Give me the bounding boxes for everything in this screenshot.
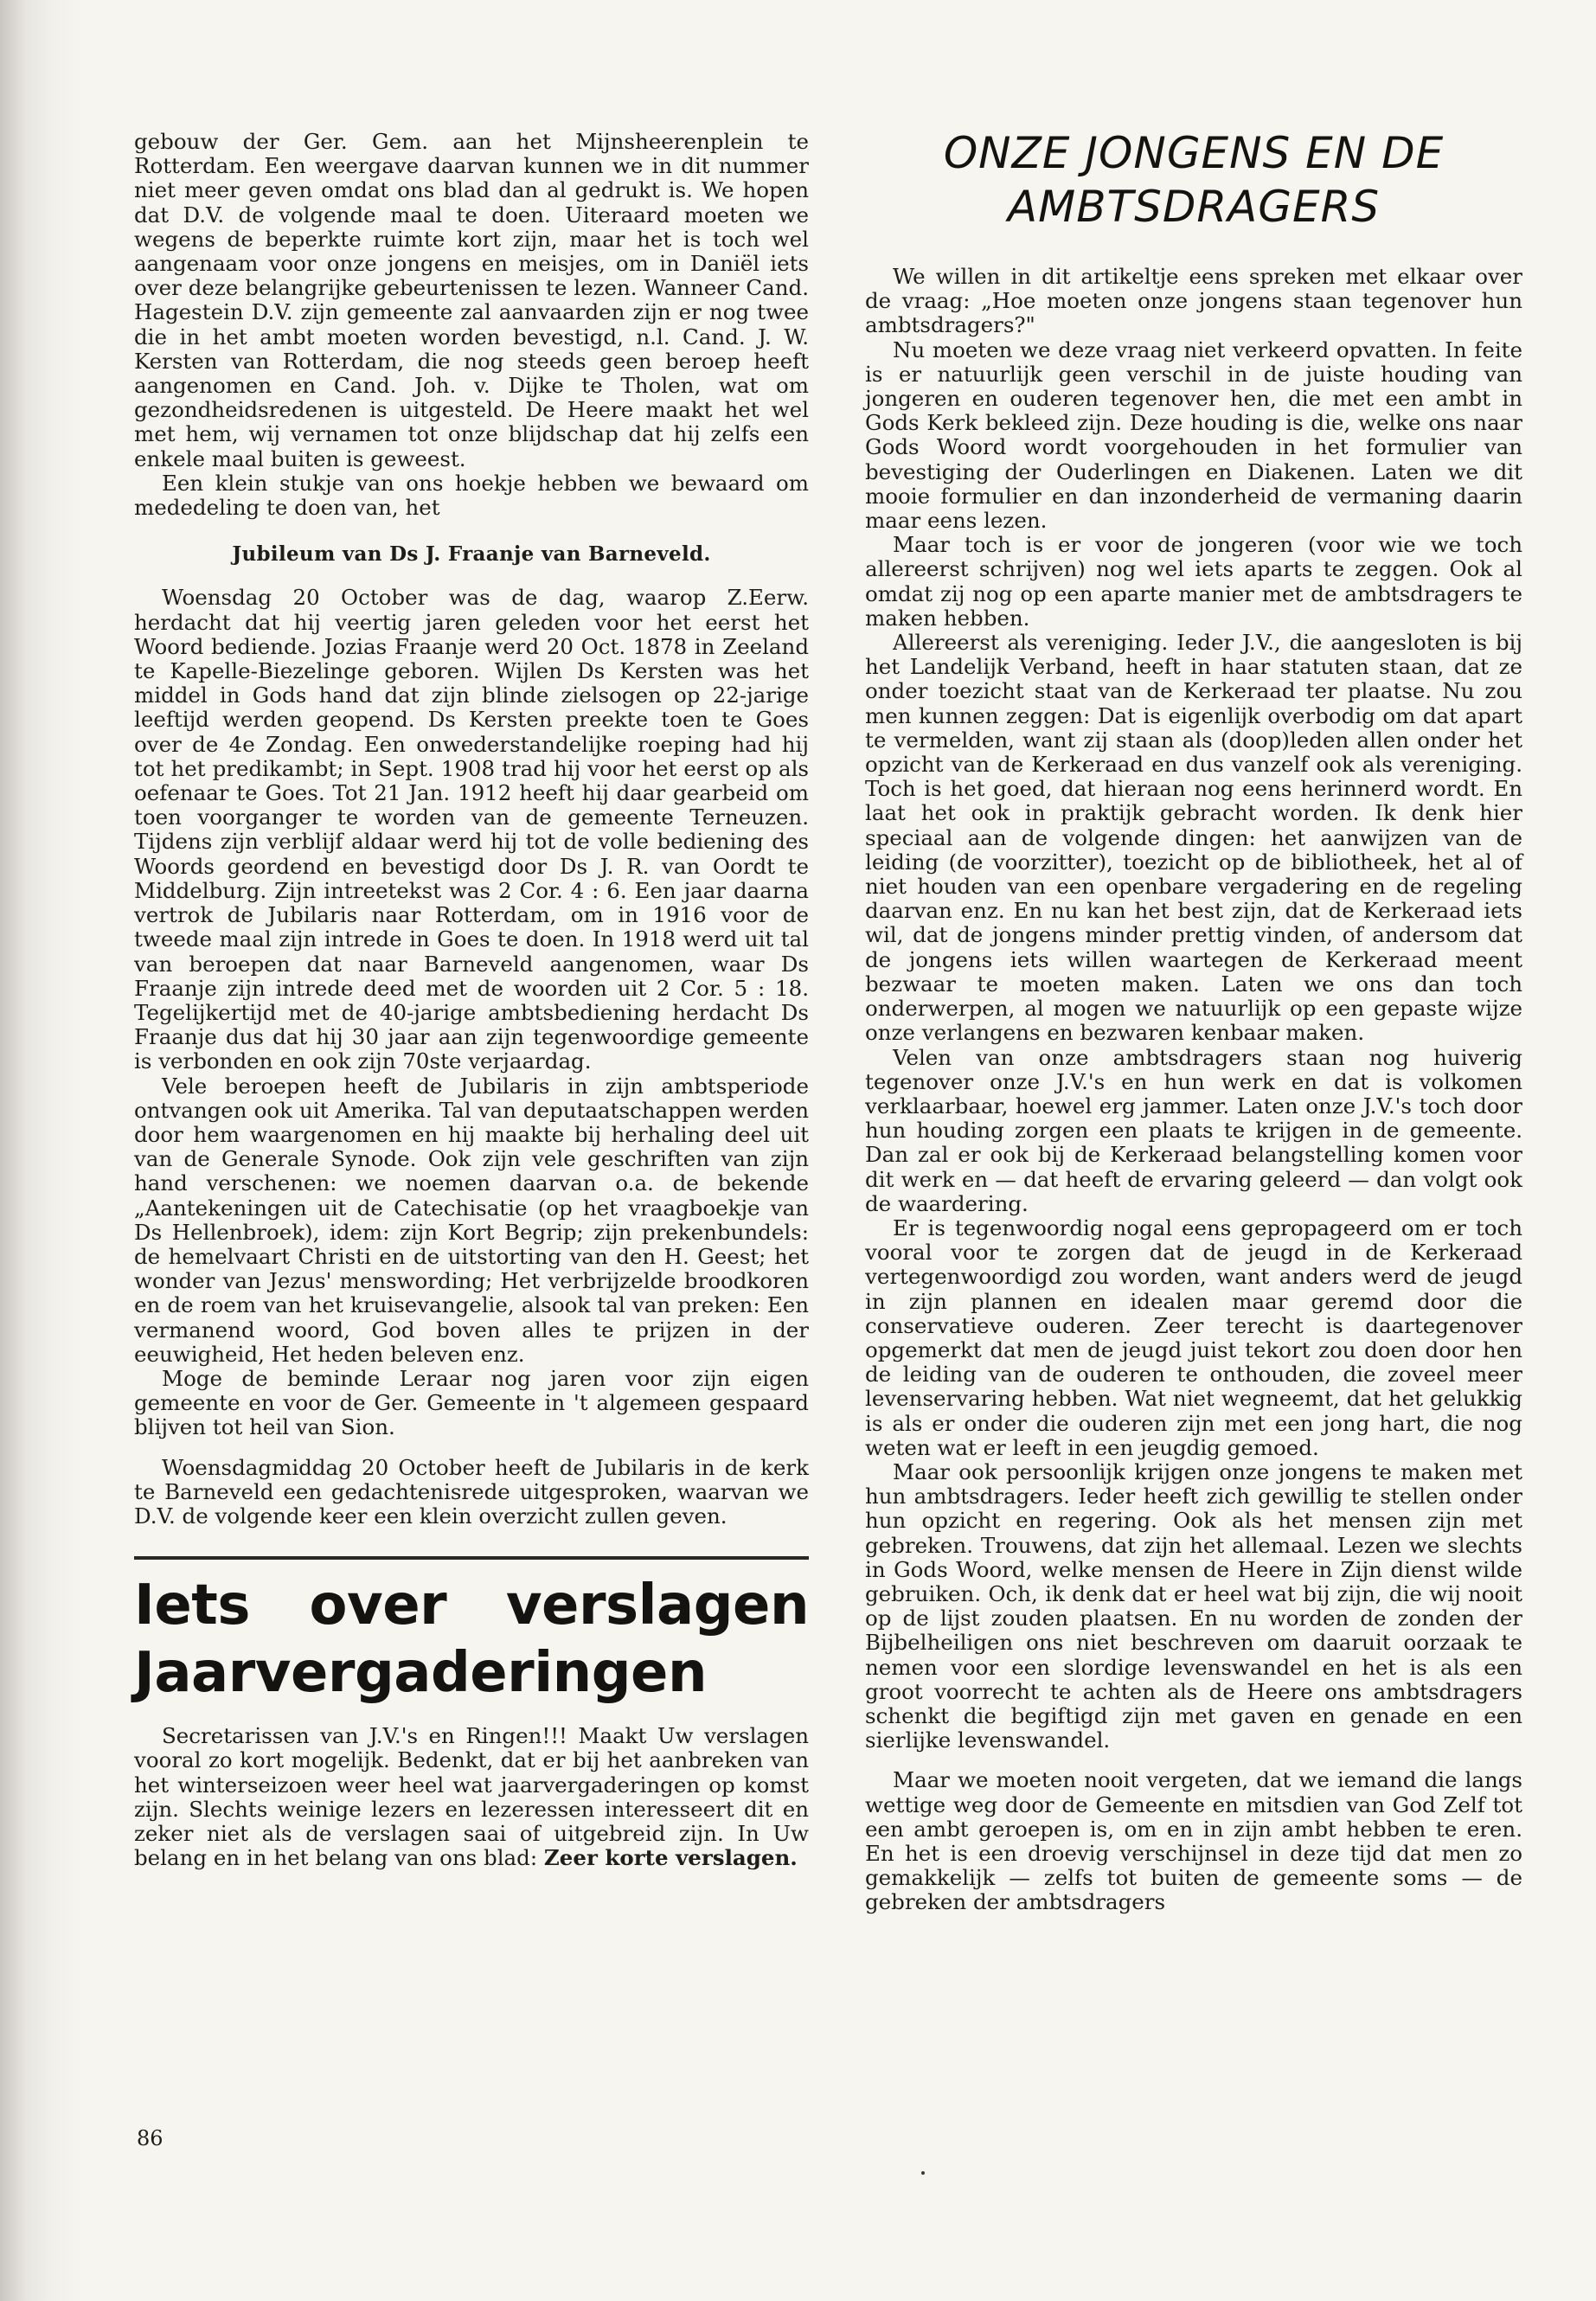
left-column xyxy=(134,130,809,1870)
article-paragraph-1: We willen in dit artikeltje eens spreken met elkaar over de vraag: „Hoe moeten onze jongens staan tegenover hun ambtsdragers?" xyxy=(865,264,1522,338)
section-title: Iets over verslagen Jaarvergaderingen xyxy=(134,1574,809,1706)
article-paragraph-5: Velen van onze ambtsdragers staan nog huiverig tegenover onze J.V.'s en hun werk en dat is volkomen verklaarbaar, hoewel erg jammer. Laten onze J.V.'s toch door hun houding zorgen een plaats te krijgen in de gemeente. Dan zal er ook bij de Kerkeraad belangstelling komen voor dit werk en — dat heeft de ervaring geleerd — dan volgt ook de waardering. xyxy=(865,1044,1522,1216)
intro-paragraph-1: gebouw der Ger. Gem. aan het Mijnsheerenplein te Rotterdam. Een weergave daarvan kunnen we in dit nummer niet meer geven omdat ons blad dan al gedrukt is. We hopen dat D.V. de volgende maal te doen. Uiteraard moeten we wegens de beperkte ruimte kort zijn, maar het is toch wel aangenaam voor onze jongens en meisjes, om in Daniël iets over deze belangrijke gebeurtenissen te lezen. Wanneer Cand. Hagestein D.V. zijn gemeente zal aanvaarden zijn er nog twee die in het ambt moeten worden bevestigd, n.l. Cand. J. W. Kersten van Rotterdam, die nog steeds geen beroep heeft aangenomen en Cand. Joh. v. Dijke te Tholen, wat om gezondheidsredenen is uitgesteld. De Heere maakt het wel met hem, wij vernamen tot onze blijdschap dat hij zelfs een enkele maal buiten is geweest. xyxy=(134,129,809,471)
intro-paragraph-2: Een klein stukje van ons hoekje hebben we bewaard om mededeling te doen van, het xyxy=(134,470,809,521)
jubileum-paragraph-1: Woensdag 20 October was de dag, waarop Z.Eerw. herdacht dat hij veertig jaren geleden voor het eerst het Woord bediende. Jozias Fraanje werd 20 Oct. 1878 in Zeeland te Kapelle-Biezelinge geboren. Wijlen Ds Kersten was het middel in Gods hand dat zijn blinde zielsogen op 22-jarige leeftijd werden geopend. Ds Kersten preekte toen te Goes over de 4e Zondag. Een onwederstandelijke roeping had hij tot het predikambt; in Sept. 1908 trad hij voor het eerst op als oefenaar te Goes. Tot 21 Jan. 1912 heeft hij daar gearbeid om toen voorganger te worden van de gemeente Terneuzen. Tijdens zijn verblijf aldaar werd hij tot de volle bediening des Woords geordend en bevestigd door Ds J. R. van Oordt te Middelburg. Zijn intreetekst was 2 Cor. 4 : 6. Een jaar daarna vertrok de Jubilaris naar Rotterdam, om in 1916 voor de tweede maal zijn intrede in Goes te doen. In 1918 werd uit tal van beroepen dat naar Barneveld aangenomen, waar Ds Fraanje zijn intrede deed met de woorden uit 2 Cor. 5 : 18. Tegelijkertijd met de 40-jarige ambtsbediening herdacht Ds Fraanje dus dat hij 30 jaar aan zijn tegenwoordige gemeente is verbonden en ook zijn 70ste verjaardag. xyxy=(134,585,809,1074)
page-binding-shadow xyxy=(0,0,82,2301)
section-divider xyxy=(134,1556,809,1560)
right-column xyxy=(865,126,1522,1915)
paragraph-gap xyxy=(865,1753,1522,1768)
article-paragraph-7: Maar ook persoonlijk krijgen onze jongens te maken met hun ambtsdragers. Ieder heeft zich gewillig te stellen onder hun opzicht en regering. Ook als het mensen zijn met gebreken. Trouwens, dat zijn het allemaal. Lezen we slechts in Gods Woord, welke mensen de Heere in Zijn dienst wilde gebruiken. Och, ik denk dat er heel wat bij zijn, die wij nooit op de lijst zouden plaatsen. En nu worden de zonden der Bijbelheiligen ons niet beschreven om daaruit oorzaak te nemen voor een slordige levenswandel en het is als een groot voorrecht te achten als de Heere ons ambtsdragers schenkt die begiftigd zijn met gaven en genade en een sierlijke levenswandel. xyxy=(865,1458,1522,1753)
article-paragraph-3: Maar toch is er voor de jongeren (voor wie we toch allereerst schrijven) nog wel iets aparts te zeggen. Ook al omdat zij nog op een aparte manier met de ambtsdragers te maken hebben. xyxy=(865,532,1522,631)
jubileum-paragraph-2: Vele beroepen heeft de Jubilaris in zijn ambtsperiode ontvangen ook uit Amerika. Tal van deputaatschappen werden door hem waargenomen en hij maakte bij herhaling deel uit van de Generale Synode. Ook zijn vele geschriften van zijn hand verschenen: we noemen daarvan o.a. de bekende „Aantekeningen uit de Catechisatie (op het vraagboekje van Ds Hellenbroek), idem: zijn Kort Begrip; zijn prekenbundels: de hemelvaart Christi en de uitstorting van den H. Geest; het wonder van Jezus' menswording; Het verbrijzelde broodkoren en de roem van het kruisevangelie, alsook tal van preken: Een vermanend woord, God boven alles te prijzen in der eeuwigheid, Het heden beleven enz. xyxy=(134,1073,809,1367)
article-title: ONZE JONGENS EN DE AMBTSDRAGERS xyxy=(943,128,1445,232)
article-paragraph-4: Allereerst als vereniging. Ieder J.V., die aangesloten is bij het Landelijk Verband, heeft in haar statuten staan, dat ze onder toezicht staat van de Kerkeraad ter plaatse. Nu zou men kunnen zeggen: Dat is eigenlijk overbodig om dat apart te vermelden, want zij staan als (doop)leden allen onder het opzicht van de Kerkeraad en dus vanzelf ook als vereniging. Toch is het goed, dat hieraan nog eens herinnerd wordt. En laat het ook in praktijk gebracht worden. Ik denk hier speciaal aan de volgende dingen: het aanwijzen van de leiding (de voorzitter), toezicht op de bibliotheek, het al of niet houden van een openbare vergadering en de regeling daarvan enz. En nu kan het best zijn, dat de Kerkeraad iets wil, dat de jongens minder prettig vinden, of andersom dat de jongens iets willen waartegen de Kerkeraad meent bezwaar te moeten maken. Laten we ons dan toch onderwerpen, al mogen we natuurlijk op een gepaste wijze onze verlangens en bezwaren kenbaar maken. xyxy=(865,630,1522,1046)
article-paragraph-2: Nu moeten we deze vraag niet verkeerd opvatten. In feite is er natuurlijk geen verschil in de juiste houding van jongeren en ouderen tegenover hen, die met een ambt in Gods Kerk bekleed zijn. Deze houding is die, welke ons naar Gods Woord wordt voorgehouden in het formulier van bevestiging der Ouderlingen en Diakenen. Laten we dit mooie formulier en dan inzonderheid de vermaning daarin maar eens lezen. xyxy=(865,336,1522,534)
jubileum-paragraph-3: Moge de beminde Leraar nog jaren voor zijn eigen gemeente en voor de Ger. Gemeente in 't algemeen gespaard blijven tot heil van Sion. xyxy=(134,1365,809,1440)
section-body-text: Secretarissen van J.V.'s en Ringen!!! Maakt Uw verslagen vooral zo kort mogelijk. Bedenkt, dat er bij het aanbreken van het winterseizoen weer heel wat jaarvergaderingen op komst zijn. Slechts weinige lezers en lezeressen interesseert dit en zeker niet als de verslagen saai of uitgebreid zijn. In Uw belang en in het belang van ons blad: xyxy=(134,1723,809,1871)
section-paragraph xyxy=(134,1724,809,1870)
section-emphasis: Zeer korte verslagen. xyxy=(543,1845,798,1871)
jubileum-heading: Jubileum van Ds J. Fraanje van Barneveld. xyxy=(232,542,711,567)
paragraph-gap xyxy=(134,1440,809,1456)
page-number: 86 xyxy=(137,2126,163,2150)
article-paragraph-8: Maar we moeten nooit vergeten, dat we iemand die langs wettige weg door de Gemeente en mitsdien van God Zelf tot een ambt geroepen is, om en in zijn ambt hebben te eren. En het is een droevig verschijnsel in deze tijd dat men zo gemakkelijk — zelfs tot buiten de gemeente soms — de gebreken der ambtsdragers xyxy=(865,1767,1522,1915)
closing-paragraph: Woensdagmiddag 20 October heeft de Jubilaris in de kerk te Barneveld een gedachtenisrede uitgesproken, waarvan we D.V. de volgende keer een klein overzicht zullen geven. xyxy=(134,1454,809,1529)
print-speck xyxy=(921,2171,925,2175)
article-paragraph-6: Er is tegenwoordig nogal eens gepropageerd om er toch vooral voor te zorgen dat de jeugd in de Kerkeraad vertegenwoordigd zou worden, want anders werd de jeugd in zijn plannen en idealen maar geremd door die conservatieve ouderen. Zeer terecht is daartegenover opgemerkt dat men de jeugd juist tekort zou doen door hen de leiding van de ouderen te onthouden, die zoveel meer levenservaring hebben. Wat niet wegneemt, dat het gelukkig is als er onder die ouderen zijn met een jong hart, die nog weten wat er leeft in een jeugdig gemoed. xyxy=(865,1215,1522,1460)
